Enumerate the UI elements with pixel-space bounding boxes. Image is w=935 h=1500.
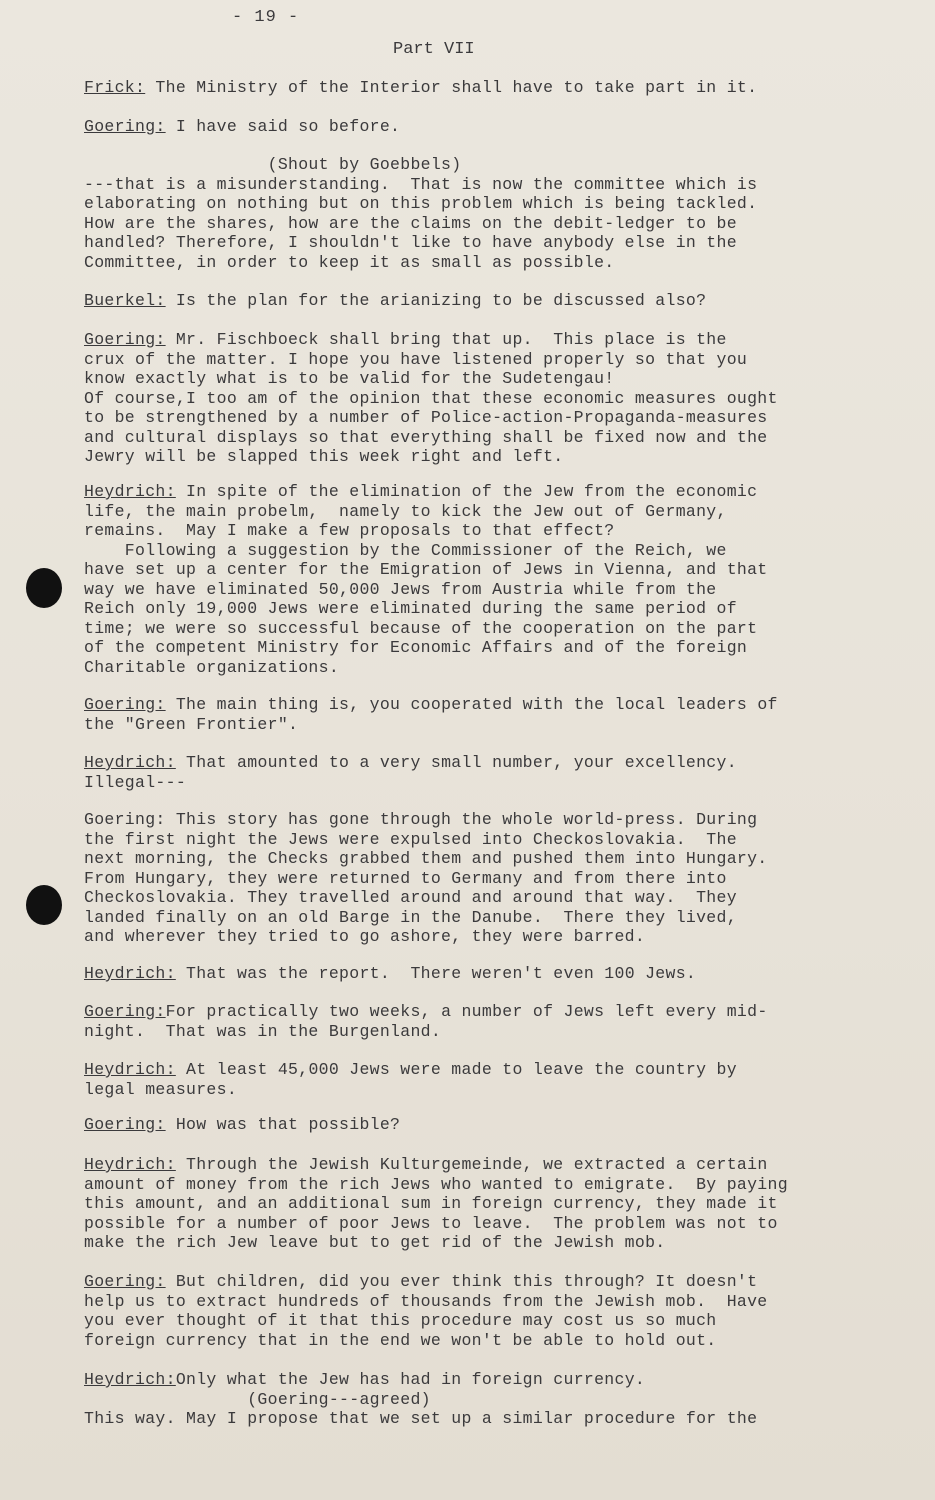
line-text: of the competent Ministry for Economic Affairs and of the foreign <box>84 638 748 657</box>
speaker-name: Buerkel: <box>84 291 166 310</box>
speaker-name: Goering: <box>84 1115 166 1134</box>
dialogue-paragraph <box>84 330 884 467</box>
text-line <box>84 599 884 619</box>
line-text: you ever thought of it that this procedure may cost us so much <box>84 1311 717 1330</box>
text-line <box>84 830 884 850</box>
text-line <box>84 869 884 889</box>
dialogue-paragraph <box>84 1155 884 1253</box>
speaker-name: Heydrich: <box>84 1060 176 1079</box>
text-line <box>84 753 884 773</box>
speaker-name: Heydrich: <box>84 964 176 983</box>
dialogue-paragraph <box>84 810 884 947</box>
line-text: possible for a number of poor Jews to leave. The problem was not to <box>84 1213 778 1233</box>
line-text: But children, did you ever think this through? It doesn't <box>165 1272 758 1291</box>
line-text: Only what the Jew has had in foreign currency. <box>175 1370 646 1389</box>
line-text: For practically two weeks, a number of Jews left every mid- <box>165 1002 768 1021</box>
text-line <box>84 1331 884 1351</box>
line-text: to be strengthened by a number of Police-action-Propaganda-measures <box>84 408 768 427</box>
text-line <box>84 1002 884 1022</box>
line-text: help us to extract hundreds of thousands from the Jewish mob. Have <box>84 1291 768 1311</box>
text-line <box>84 541 884 561</box>
line-text: ---that is a misunderstanding. That is now the committee which is <box>84 174 758 194</box>
punch-hole <box>26 885 62 925</box>
text-line <box>84 695 884 715</box>
text-line <box>84 658 884 678</box>
line-text: have set up a center for the Emigration of Jews in Vienna, and that <box>84 560 768 579</box>
line-text: and cultural displays so that everything shall be fixed now and the <box>84 427 768 447</box>
text-line <box>84 888 884 908</box>
text-line <box>84 1060 884 1080</box>
line-text: time; we were so successful because of the cooperation on the part <box>84 618 758 638</box>
text-line <box>84 350 884 370</box>
text-line <box>84 1292 884 1312</box>
line-text: night. That was in the Burgenland. <box>84 1021 442 1041</box>
line-text: At least 45,000 Jews were made to leave the country by <box>175 1060 737 1079</box>
text-line <box>84 78 884 98</box>
speaker-name: Heydrich: <box>84 1370 176 1389</box>
line-text: make the rich Jew leave but to get rid of the Jewish mob. <box>84 1233 666 1252</box>
text-line <box>84 175 884 195</box>
line-text: That was the report. There weren't even 100 Jews. <box>175 964 697 983</box>
speaker-name: Goering: <box>84 330 166 349</box>
page-number: - 19 - <box>232 8 300 27</box>
text-line <box>84 1233 884 1253</box>
line-text: Following a suggestion by the Commissioner of the Reich, we <box>84 540 727 560</box>
line-text: the first night the Jews were expulsed into Checkoslovakia. The <box>84 829 737 849</box>
line-text: the "Green Frontier". <box>84 714 299 734</box>
dialogue-paragraph <box>84 78 884 98</box>
text-line <box>84 1390 884 1410</box>
dialogue-paragraph <box>84 964 884 984</box>
text-line <box>84 428 884 448</box>
line-text: Illegal--- <box>84 772 187 792</box>
text-line <box>84 638 884 658</box>
dialogue-paragraph <box>84 1115 884 1135</box>
text-line <box>84 502 884 522</box>
text-line <box>84 330 884 350</box>
line-text: Of course,I too am of the opinion that these economic measures ought <box>84 388 778 408</box>
text-line <box>84 253 884 273</box>
line-text: Checkoslovakia. They travelled around and around that way. They <box>84 888 737 907</box>
line-text: Jewry will be slapped this week right and left. <box>84 447 564 466</box>
text-line <box>84 1194 884 1214</box>
line-text: I have said so before. <box>165 117 401 136</box>
line-text: How are the shares, how are the claims on the debit-ledger to be <box>84 213 737 233</box>
line-text: elaborating on nothing but on this problem which is being tackled. <box>84 194 758 213</box>
speaker-name: Goering: <box>84 1002 166 1021</box>
speaker-name: Goering: <box>84 695 166 714</box>
text-line <box>84 560 884 580</box>
text-line <box>84 291 884 311</box>
line-text: From Hungary, they were returned to Germany and from there into <box>84 868 727 888</box>
text-line <box>84 194 884 214</box>
text-line <box>84 389 884 409</box>
line-text: This way. May I propose that we set up a similar procedure for the <box>84 1409 758 1428</box>
line-text: landed finally on an old Barge in the Danube. There they lived, <box>84 907 737 927</box>
dialogue-paragraph <box>84 155 884 272</box>
dialogue-paragraph <box>84 1060 884 1099</box>
text-line <box>84 117 884 137</box>
line-text: Is the plan for the arianizing to be discussed also? <box>165 291 707 310</box>
text-line <box>84 773 884 793</box>
line-text: (Goering---agreed) <box>84 1389 431 1409</box>
text-line <box>84 155 884 175</box>
line-text: In spite of the elimination of the Jew from the economic <box>175 482 758 501</box>
line-text: this amount, and an additional sum in foreign currency, they made it <box>84 1194 778 1213</box>
line-text: legal measures. <box>84 1079 238 1099</box>
line-text: remains. May I make a few proposals to that effect? <box>84 521 615 540</box>
text-line <box>84 580 884 600</box>
line-text: The main thing is, you cooperated with the local leaders of <box>165 695 778 714</box>
dialogue-paragraph <box>84 1002 884 1041</box>
text-line <box>84 1155 884 1175</box>
dialogue-paragraph <box>84 1370 884 1429</box>
line-text: Goering: This story has gone through the whole world-press. During <box>84 810 758 829</box>
dialogue-paragraph <box>84 291 884 311</box>
line-text: amount of money from the rich Jews who wanted to emigrate. By paying <box>84 1174 788 1194</box>
line-text: foreign currency that in the end we won't be able to hold out. <box>84 1330 717 1350</box>
text-line <box>84 233 884 253</box>
dialogue-paragraph <box>84 695 884 734</box>
part-title: Part VII <box>393 40 475 59</box>
text-line <box>84 1080 884 1100</box>
line-text: way we have eliminated 50,000 Jews from Austria while from the <box>84 579 717 599</box>
punch-hole <box>26 568 62 608</box>
line-text: and wherever they tried to go ashore, they were barred. <box>84 927 646 946</box>
text-line <box>84 1115 884 1135</box>
line-text: Mr. Fischboeck shall bring that up. This place is the <box>165 330 727 349</box>
dialogue-paragraph <box>84 753 884 792</box>
text-line <box>84 927 884 947</box>
text-line <box>84 964 884 984</box>
text-line <box>84 908 884 928</box>
text-line <box>84 715 884 735</box>
line-text: crux of the matter. I hope you have listened properly so that you <box>84 349 748 369</box>
dialogue-paragraph <box>84 117 884 137</box>
text-line <box>84 810 884 830</box>
speaker-name: Heydrich: <box>84 482 176 501</box>
line-text: next morning, the Checks grabbed them and pushed them into Hungary. <box>84 849 768 868</box>
text-line <box>84 849 884 869</box>
text-line <box>84 521 884 541</box>
line-text: Committee, in order to keep it as small as possible. <box>84 252 615 272</box>
line-text: know exactly what is to be valid for the Sudetengau! <box>84 369 615 388</box>
speaker-name: Frick: <box>84 78 146 97</box>
line-text: Through the Jewish Kulturgemeinde, we extracted a certain <box>175 1155 768 1174</box>
speaker-name: Goering: <box>84 1272 166 1291</box>
line-text: handled? Therefore, I shouldn't like to have anybody else in the <box>84 233 737 252</box>
text-line <box>84 408 884 428</box>
text-line <box>84 1214 884 1234</box>
text-line <box>84 1022 884 1042</box>
line-text: Reich only 19,000 Jews were eliminated during the same period of <box>84 599 737 618</box>
line-text: How was that possible? <box>165 1115 401 1134</box>
text-line <box>84 619 884 639</box>
text-line <box>84 482 884 502</box>
dialogue-paragraph <box>84 1272 884 1350</box>
line-text: Charitable organizations. <box>84 657 340 677</box>
text-line <box>84 1311 884 1331</box>
line-text: That amounted to a very small number, your excellency. <box>175 753 737 772</box>
text-line <box>84 214 884 234</box>
text-line <box>84 1409 884 1429</box>
dialogue-paragraph <box>84 482 884 677</box>
text-line <box>84 1175 884 1195</box>
line-text: life, the main probelm, namely to kick the Jew out of Germany, <box>84 501 727 521</box>
speaker-name: Heydrich: <box>84 753 176 772</box>
speaker-name: Goering: <box>84 117 166 136</box>
text-line <box>84 1272 884 1292</box>
line-text: (Shout by Goebbels) <box>84 155 462 174</box>
text-line <box>84 447 884 467</box>
text-line <box>84 1370 884 1390</box>
text-line <box>84 369 884 389</box>
line-text: The Ministry of the Interior shall have to take part in it. <box>145 78 758 97</box>
speaker-name: Heydrich: <box>84 1155 176 1174</box>
